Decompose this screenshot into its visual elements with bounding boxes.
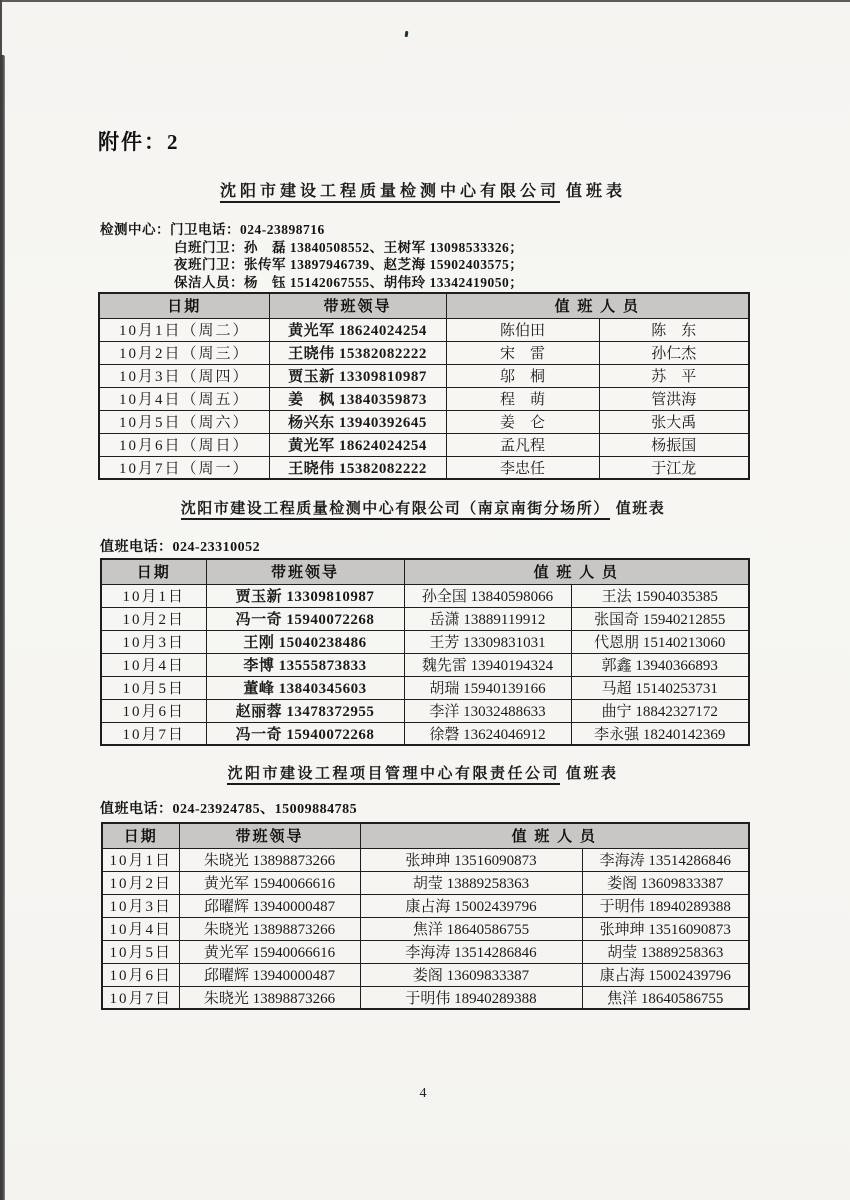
table-cell-leader: 姜 枫 13840359873: [269, 387, 446, 410]
table-cell-staff: 康占海 15002439796: [582, 963, 749, 986]
gate-info-night-guards: 夜班门卫：张传军 13897946739、赵芝海 15902403575；: [174, 257, 524, 273]
table-cell-staff: 程 萌: [446, 387, 599, 410]
table-row: [101, 630, 749, 653]
table-cell-date: 10月4日: [101, 653, 206, 676]
table-cell-date: 10月5日: [102, 940, 179, 963]
table-header-row: [102, 823, 749, 848]
table-cell-staff: 娄阁 13609833387: [360, 963, 582, 986]
section2-title-company: 沈阳市建设工程质量检测中心有限公司（南京南街分场所）: [181, 501, 610, 520]
table-cell-date: 10月3日: [102, 894, 179, 917]
table-cell-leader: 王晓伟 15382082222: [269, 456, 446, 479]
gate-info-cleaners: 保洁人员：杨 钰 15142067555、胡伟玲 13342419050；: [174, 274, 524, 290]
table-cell-date: 10月7日: [101, 722, 206, 745]
table-row: [102, 894, 749, 917]
table-cell-staff: 于明伟 18940289388: [582, 894, 749, 917]
section3-title-company: 沈阳市建设工程项目管理中心有限责任公司: [227, 766, 560, 785]
table-cell-leader: 王刚 15040238486: [206, 630, 404, 653]
table-row: [101, 676, 749, 699]
table-cell-date: 10月6日: [102, 963, 179, 986]
table-cell-staff: 娄阁 13609833387: [582, 871, 749, 894]
table-cell-staff: 张珅珅 13516090873: [360, 848, 582, 871]
table-cell-staff: 郭鑫 13940366893: [571, 653, 749, 676]
table-row: [101, 699, 749, 722]
table-cell-date: 10月3日: [101, 630, 206, 653]
table-row: [102, 871, 749, 894]
table-cell-staff: 魏先雷 13940194324: [404, 653, 571, 676]
table-cell-leader: 朱晓光 13898873266: [179, 986, 360, 1009]
table-row: [99, 433, 749, 456]
table-cell-date: 10月5日（周六）: [99, 410, 269, 433]
table-cell-staff: 胡莹 13889258363: [360, 871, 582, 894]
table-row: [101, 653, 749, 676]
duty-phone-nanjing: 值班电话：024-23310052: [100, 540, 261, 555]
table-cell-staff: 邬 桐: [446, 364, 599, 387]
table-row: [102, 940, 749, 963]
table-cell-staff: 焦洋 18640586755: [582, 986, 749, 1009]
table-cell-leader: 邱曜辉 13940000487: [179, 963, 360, 986]
column-header-leader: 带班领导: [206, 559, 404, 584]
table-row: [102, 986, 749, 1009]
column-header-date: 日期: [99, 293, 269, 318]
table-cell-date: 10月5日: [101, 676, 206, 699]
table-cell-leader: 董峰 13840345603: [206, 676, 404, 699]
table-cell-staff: 焦洋 18640586755: [360, 917, 582, 940]
table-row: [101, 722, 749, 745]
table-cell-staff: 张大禹: [599, 410, 749, 433]
table-cell-staff: 张珅珅 13516090873: [582, 917, 749, 940]
table-cell-staff: 胡瑞 15940139166: [404, 676, 571, 699]
table-cell-leader: 杨兴东 13940392645: [269, 410, 446, 433]
table-cell-staff: 李海涛 13514286846: [360, 940, 582, 963]
table-cell-staff: 胡莹 13889258363: [582, 940, 749, 963]
table-cell-staff: 李永强 18240142369: [571, 722, 749, 745]
table-row: [99, 341, 749, 364]
gate-info-day-guards: 白班门卫：孙 磊 13840508552、王树军 13098533326；: [174, 239, 524, 255]
table-cell-leader: 邱曜辉 13940000487: [179, 894, 360, 917]
table-row: [99, 387, 749, 410]
table-cell-date: 10月1日（周二）: [99, 318, 269, 341]
table-cell-staff: 王法 15904035385: [571, 584, 749, 607]
table-cell-date: 10月6日（周日）: [99, 433, 269, 456]
table-cell-date: 10月7日（周一）: [99, 456, 269, 479]
table-cell-staff: 于江龙: [599, 456, 749, 479]
table-cell-staff: 马超 15140253731: [571, 676, 749, 699]
duty-table-nanjing: [100, 558, 750, 746]
table-cell-leader: 冯一奇 15940072268: [206, 722, 404, 745]
table-cell-staff: 陈 东: [599, 318, 749, 341]
column-header-staff: 值 班 人 员: [404, 559, 749, 584]
table-cell-staff: 王芳 13309831031: [404, 630, 571, 653]
table-cell-date: 10月2日: [102, 871, 179, 894]
table-cell-date: 10月2日: [101, 607, 206, 630]
table-cell-leader: 赵丽蓉 13478372955: [206, 699, 404, 722]
table-cell-date: 10月4日: [102, 917, 179, 940]
column-header-staff: 值 班 人 员: [360, 823, 749, 848]
table-cell-staff: 杨振国: [599, 433, 749, 456]
table-row: [99, 318, 749, 341]
table-row: [101, 584, 749, 607]
table-row: [99, 364, 749, 387]
table-cell-staff: 孙全国 13840598066: [404, 584, 571, 607]
attachment-label: 附件：2: [98, 130, 180, 154]
column-header-date: 日期: [101, 559, 206, 584]
table-cell-leader: 黄光军 15940066616: [179, 940, 360, 963]
duty-table-main: [98, 292, 750, 480]
table-cell-leader: 朱晓光 13898873266: [179, 848, 360, 871]
table-cell-staff: 李忠任: [446, 456, 599, 479]
section2-title: [98, 497, 748, 518]
table-cell-staff: 于明伟 18940289388: [360, 986, 582, 1009]
table-cell-date: 10月7日: [102, 986, 179, 1009]
duty-table-project: [101, 822, 750, 1010]
gate-info-phone: 检测中心：门卫电话：024-23898716: [100, 222, 325, 237]
table-row: [102, 963, 749, 986]
table-cell-date: 10月1日: [101, 584, 206, 607]
table-cell-staff: 苏 平: [599, 364, 749, 387]
table-cell-leader: 黄光军 18624024254: [269, 433, 446, 456]
section2-title-suffix: 值班表: [615, 501, 666, 517]
section3-title: [98, 762, 748, 783]
table-cell-staff: 曲宁 18842327172: [571, 699, 749, 722]
table-cell-staff: 姜 仑: [446, 410, 599, 433]
table-row: [99, 410, 749, 433]
table-cell-staff: 孟凡程: [446, 433, 599, 456]
column-header-date: 日期: [102, 823, 179, 848]
table-row: [102, 848, 749, 871]
table-cell-leader: 黄光军 18624024254: [269, 318, 446, 341]
table-row: [102, 917, 749, 940]
gate-guard-info: [100, 221, 523, 291]
scan-edge-left-strip: [0, 55, 5, 1200]
table-cell-leader: 贾玉新 13309810987: [269, 364, 446, 387]
table-cell-date: 10月6日: [101, 699, 206, 722]
table-cell-leader: 黄光军 15940066616: [179, 871, 360, 894]
table-cell-staff: 代恩朋 15140213060: [571, 630, 749, 653]
table-cell-leader: 李博 13555873833: [206, 653, 404, 676]
table-row: [99, 456, 749, 479]
table-cell-date: 10月3日（周四）: [99, 364, 269, 387]
section1-title: [98, 178, 748, 201]
column-header-staff: 值 班 人 员: [446, 293, 749, 318]
column-header-leader: 带班领导: [269, 293, 446, 318]
section1-title-suffix: 值班表: [566, 183, 627, 200]
table-cell-staff: 徐磬 13624046912: [404, 722, 571, 745]
table-header-row: [99, 293, 749, 318]
table-cell-date: 10月2日（周三）: [99, 341, 269, 364]
duty-phone-project: 值班电话：024-23924785、15009884785: [100, 802, 358, 817]
table-cell-staff: 宋 雷: [446, 341, 599, 364]
table-cell-leader: 王晓伟 15382082222: [269, 341, 446, 364]
table-cell-staff: 李洋 13032488633: [404, 699, 571, 722]
column-header-leader: 带班领导: [179, 823, 360, 848]
table-cell-date: 10月1日: [102, 848, 179, 871]
table-row: [101, 607, 749, 630]
table-cell-staff: 岳潇 13889119912: [404, 607, 571, 630]
table-cell-staff: 李海涛 13514286846: [582, 848, 749, 871]
table-cell-staff: 张国奇 15940212855: [571, 607, 749, 630]
ink-speck: [405, 31, 409, 37]
table-cell-leader: 冯一奇 15940072268: [206, 607, 404, 630]
page-number: 4: [419, 1086, 427, 1101]
section1-title-company: 沈阳市建设工程质量检测中心有限公司: [220, 183, 560, 203]
table-cell-staff: 管洪海: [599, 387, 749, 410]
table-cell-staff: 康占海 15002439796: [360, 894, 582, 917]
table-cell-staff: 陈伯田: [446, 318, 599, 341]
table-cell-date: 10月4日（周五）: [99, 387, 269, 410]
table-header-row: [101, 559, 749, 584]
table-cell-leader: 朱晓光 13898873266: [179, 917, 360, 940]
table-cell-staff: 孙仁杰: [599, 341, 749, 364]
scan-edge-top: [0, 0, 850, 2]
section3-title-suffix: 值班表: [566, 766, 619, 782]
table-cell-leader: 贾玉新 13309810987: [206, 584, 404, 607]
